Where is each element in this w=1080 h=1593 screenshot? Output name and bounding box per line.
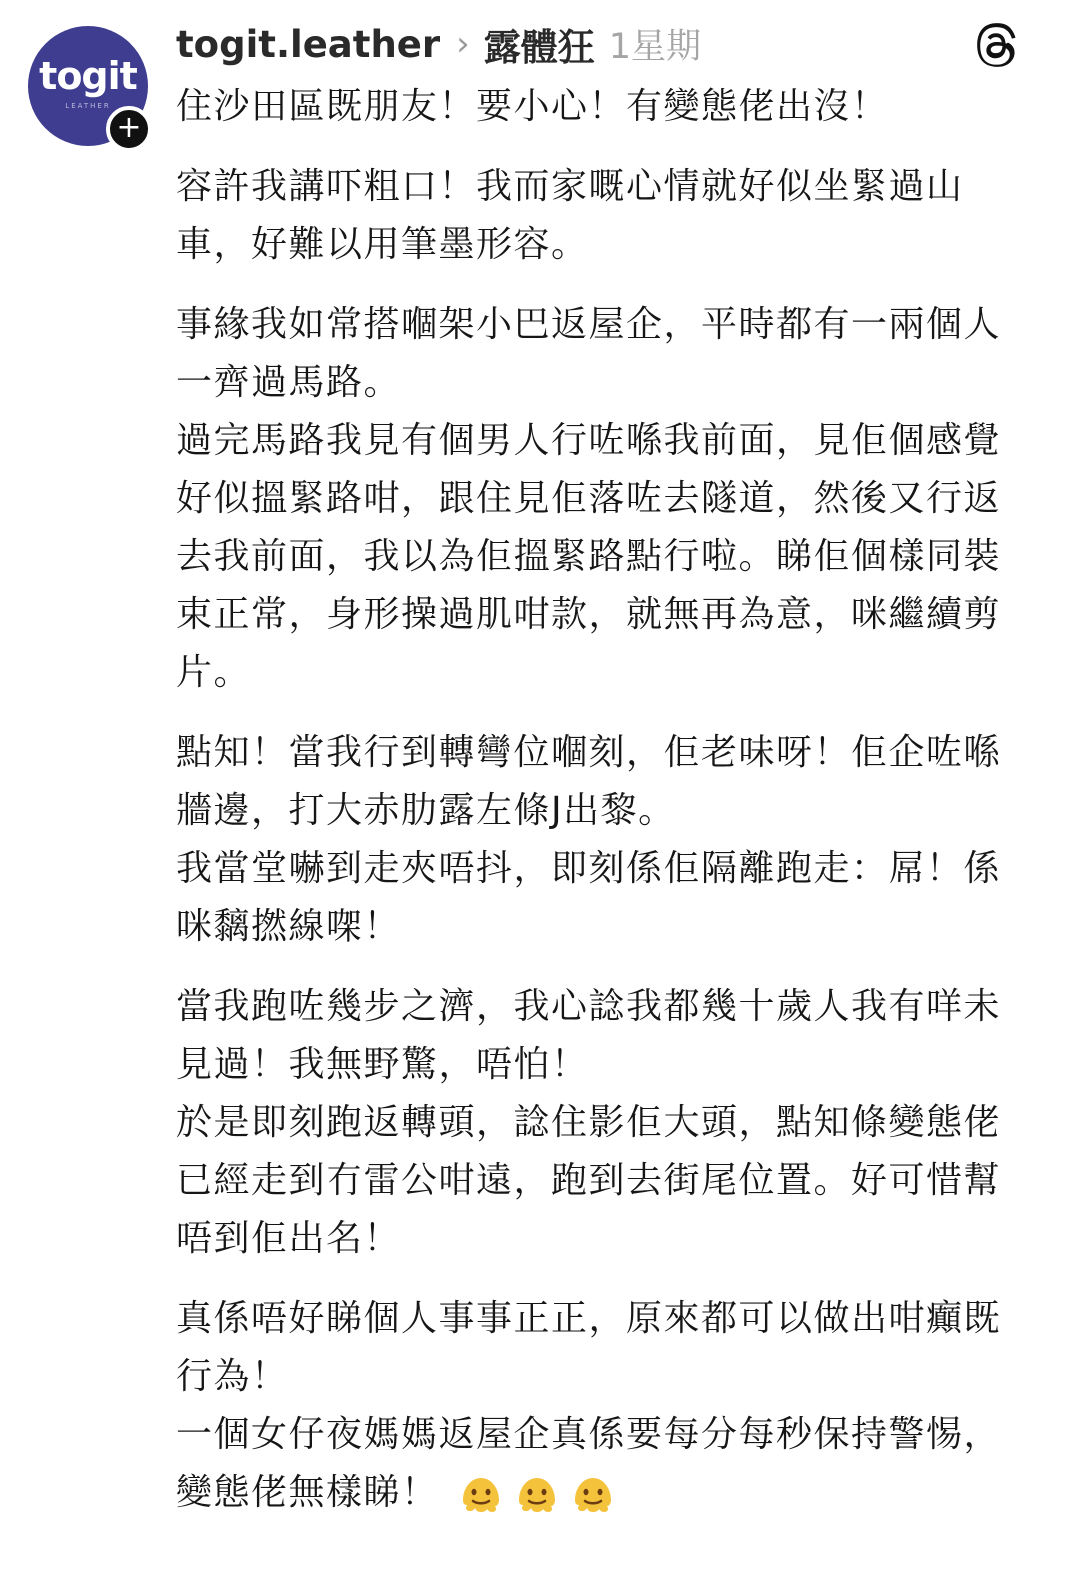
avatar-container[interactable] bbox=[28, 26, 150, 148]
emoji-row bbox=[457, 1470, 617, 1518]
threads-logo-icon[interactable] bbox=[974, 22, 1020, 68]
post-body bbox=[176, 78, 1036, 1522]
post-paragraph: 住沙田區既朋友！要小心！有變態佬出沒！ bbox=[176, 86, 889, 127]
avatar-brand-text: togit bbox=[39, 54, 137, 98]
post-paragraph-last bbox=[176, 1406, 1036, 1522]
post-paragraph: 過完馬路我見有個男人行咗喺我前面，見佢個感覺好似搵緊路咁，跟住見佢落咗去隧道，然後又行返去我前面，我以為佢搵緊路點行啦。睇佢個樣同裝束正常，身形操過肌咁款，就無再為意，咪繼續剪片。 bbox=[176, 420, 1002, 693]
melting-face-icon bbox=[457, 1470, 505, 1518]
post-paragraph: 事緣我如常搭嗰架小巴返屋企，平時都有一兩個人一齊過馬路。 bbox=[176, 304, 1002, 403]
follow-plus-button[interactable]: + bbox=[106, 106, 152, 152]
post-paragraph: 點知！當我行到轉彎位嗰刻，佢老味呀！佢企咗喺牆邊，打大赤肋露左條J出黎。 bbox=[176, 732, 1002, 831]
post-paragraph-text: 一個女仔夜媽媽返屋企真係要每分每秒保持警惕，變態佬無樣睇！ bbox=[176, 1414, 1002, 1513]
melting-face-icon bbox=[569, 1470, 617, 1518]
post-header bbox=[176, 18, 701, 70]
avatar-sub-text: LEATHER bbox=[65, 102, 111, 110]
topic-tag-link[interactable]: 露體狂 bbox=[483, 26, 595, 69]
username-link[interactable]: togit.leather bbox=[176, 22, 441, 66]
melting-face-icon bbox=[513, 1470, 561, 1518]
post-time: 1星期 bbox=[608, 27, 702, 67]
post-paragraph: 當我跑咗幾步之濟，我心諗我都幾十歲人我有咩未見過！我無野驚，唔怕！ bbox=[176, 986, 1002, 1085]
post-paragraph: 於是即刻跑返轉頭，諗住影佢大頭，點知條變態佬已經走到冇雷公咁遠，跑到去街尾位置。好可惜幫唔到佢出名！ bbox=[176, 1102, 1002, 1259]
post-paragraph: 我當堂嚇到走夾唔抖，即刻係佢隔離跑走：屌！係咪黐撚線㗎！ bbox=[176, 848, 1002, 947]
post-paragraph: 真係唔好睇個人事事正正，原來都可以做出咁癲既行為！ bbox=[176, 1298, 1002, 1397]
post-paragraph: 容許我講吓粗口！我而家嘅心情就好似坐緊過山車，好難以用筆墨形容。 bbox=[176, 166, 964, 265]
chevron-right-icon: › bbox=[456, 24, 470, 64]
